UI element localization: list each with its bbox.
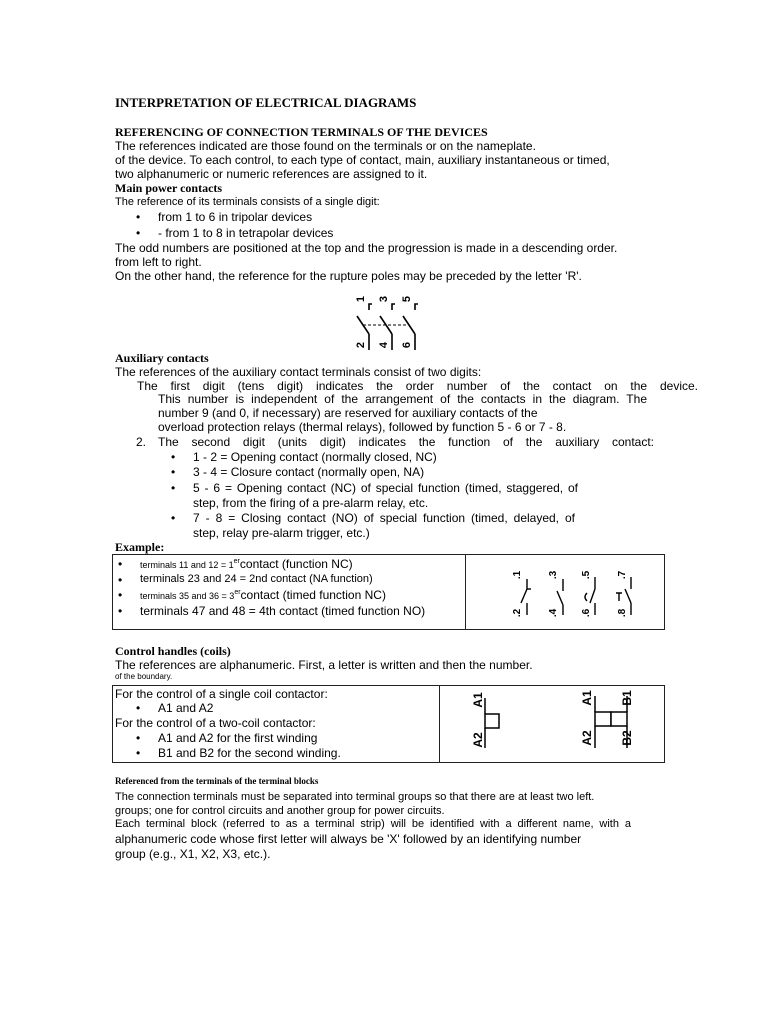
table-row: • terminals 47 and 48 = 4th contact (timed function NO) [118, 604, 426, 618]
list-item: • 7 - 8 = Closing contact (NO) of special function (timed, delayed, of [193, 511, 575, 525]
paragraph-line: number 9 (and 0, if necessary) are reserved for auxiliary contacts of the [158, 406, 538, 420]
terminal-label-1: 1 [355, 295, 367, 303]
coil-label-a1: A1 [580, 690, 594, 706]
contact-5-timer-arc [585, 593, 587, 601]
table-cell-text: For the control of a single coil contactor: [115, 687, 328, 701]
list-item: • B1 and B2 for the second winding. [158, 746, 341, 760]
auxiliary-contacts-diagram [503, 559, 643, 627]
paragraph-line: The odd numbers are positioned at the top and the progression is made in a descending order. [115, 241, 618, 255]
aux-label-2: .2 [512, 608, 523, 618]
terminal-label-4: 4 [378, 341, 390, 349]
example-terminals-text: terminals 47 and 48 = 4th contact (timed function NO) [140, 604, 426, 618]
aux-label-7: .7 [617, 570, 628, 580]
paragraph-line: The reference of its terminals consists of a single digit: [115, 196, 380, 208]
example-terminals-text: terminals 35 and 36 = 3 [140, 591, 235, 601]
aux-label-4: .4 [548, 608, 559, 618]
section-heading-coils: Control handles (coils) [115, 644, 231, 658]
terminal-label-3: 3 [378, 295, 390, 303]
coil-label-a1: A1 [471, 692, 485, 708]
paragraph-line: group (e.g., X1, X2, X3, etc.). [115, 847, 271, 861]
paragraph-line: two alphanumeric or numeric references are assigned to it. [115, 167, 428, 181]
section-heading-terminals: REFERENCING OF CONNECTION TERMINALS OF THE DEVICES [115, 125, 488, 139]
page-title: INTERPRETATION OF ELECTRICAL DIAGRAMS [115, 95, 417, 110]
table-cell-text: For the control of a two-coil contactor: [115, 716, 316, 730]
section-heading-main-power: Main power contacts [115, 181, 223, 195]
section-heading-terminal-blocks: Referenced from the terminals of the terminal blocks [115, 776, 319, 786]
paragraph-line: overload protection relays (thermal relays), followed by function 5 - 6 or 7 - 8. [158, 420, 567, 434]
list-item: • - from 1 to 8 in tetrapolar devices [158, 226, 333, 240]
terminal-label-5: 5 [401, 295, 413, 303]
coils-table [112, 685, 665, 763]
two-coil-diagram [571, 688, 651, 760]
paragraph-line: The second digit (units digit) indicates the function of the auxiliary contact: [158, 435, 654, 449]
example-function-text: contact (function NC) [239, 557, 353, 571]
coil-label-a2: A2 [471, 732, 485, 748]
pole-1-top-terminal [369, 304, 372, 310]
list-item-continuation: step, from the firing of a pre-alarm relay, etc. [193, 496, 429, 510]
list-number: 2. [136, 435, 147, 449]
example-terminals-text: terminals 23 and 24 = 2nd contact (NA function) [140, 573, 373, 585]
contact-1-blade [521, 589, 527, 603]
three-pole-contact-diagram [345, 286, 435, 352]
paragraph-line: On the other hand, the reference for the rupture poles may be preceded by the letter 'R'. [115, 269, 582, 283]
contact-3-blade [557, 591, 563, 605]
coil-label-b1: B1 [620, 690, 634, 706]
section-heading-auxiliary: Auxiliary contacts [115, 351, 209, 365]
paragraph-line: from left to right. [115, 255, 202, 269]
table-row: • terminals 23 and 24 = 2nd contact (NA function) [118, 573, 373, 587]
superscript: er [234, 589, 241, 596]
single-coil-diagram [463, 688, 523, 760]
contact-7-timer-mark [616, 593, 622, 601]
paragraph-line: The references are alphanumeric. First, a letter is written and then the number. [115, 658, 533, 672]
superscript: er [233, 558, 240, 565]
example-terminals-text: terminals 11 and 12 = 1 [140, 560, 234, 570]
pole-5-top-terminal [415, 304, 418, 310]
list-item-continuation: step, relay pre-alarm trigger, etc.) [193, 526, 370, 540]
coil-a-rect [595, 712, 611, 726]
coil-a-rect [485, 714, 499, 728]
paragraph-line: The references of the auxiliary contact terminals consist of two digits: [115, 365, 482, 379]
list-item: • 1 - 2 = Opening contact (normally closed, NC) [193, 450, 437, 464]
paragraph-line: The references indicated are those found on the terminals or on the nameplate. [115, 139, 536, 153]
aux-label-1: .1 [512, 570, 523, 580]
example-table [112, 554, 665, 630]
list-item: • A1 and A2 for the first winding [158, 731, 317, 745]
table-divider [439, 686, 440, 762]
paragraph-line: This number is independent of the arrangement of the contacts in the diagram. The [158, 392, 647, 406]
aux-label-8: .8 [617, 608, 628, 618]
paragraph-line: alphanumeric code whose first letter will always be 'X' followed by an identifying number [115, 832, 582, 846]
pole-3-top-terminal [392, 304, 395, 310]
aux-label-5: .5 [581, 570, 592, 580]
contact-7-blade [625, 589, 631, 603]
list-item: • A1 and A2 [158, 701, 213, 715]
paragraph-line: groups; one for control circuits and another group for power circuits. [115, 805, 445, 817]
paragraph-line: Each terminal block (referred to as a terminal strip) will be identified with a different name, with a [115, 818, 631, 830]
list-item: • 3 - 4 = Closure contact (normally open, NA) [193, 465, 424, 479]
paragraph-line: The connection terminals must be separated into terminal groups so that there are at least two left. [115, 791, 595, 803]
terminal-label-2: 2 [355, 341, 367, 349]
coil-b-rect [611, 712, 627, 726]
small-note: of the boundary. [115, 672, 173, 681]
example-heading: Example: [115, 540, 165, 554]
table-divider [465, 555, 466, 629]
table-row: • terminals 11 and 12 = 1ercontact (function NC) [118, 557, 353, 571]
example-function-text: contact (timed function NC) [240, 588, 386, 602]
list-item: • from 1 to 6 in tripolar devices [158, 210, 312, 224]
aux-label-6: .6 [581, 608, 592, 618]
coil-label-a2: A2 [580, 730, 594, 746]
aux-label-3: .3 [548, 570, 559, 580]
list-item: • 5 - 6 = Opening contact (NC) of special function (timed, staggered, of [193, 481, 578, 495]
coil-label-b2: B2 [620, 730, 634, 746]
table-row: • terminals 35 and 36 = 3ercontact (timed function NC) [118, 588, 386, 602]
paragraph-line: The first digit (tens digit) indicates the order number of the contact on the device. [137, 379, 698, 393]
terminal-label-6: 6 [401, 341, 413, 349]
contact-5-blade [590, 589, 595, 603]
paragraph-line: of the device. To each control, to each type of contact, main, auxiliary instantaneous or timed, [115, 153, 610, 167]
